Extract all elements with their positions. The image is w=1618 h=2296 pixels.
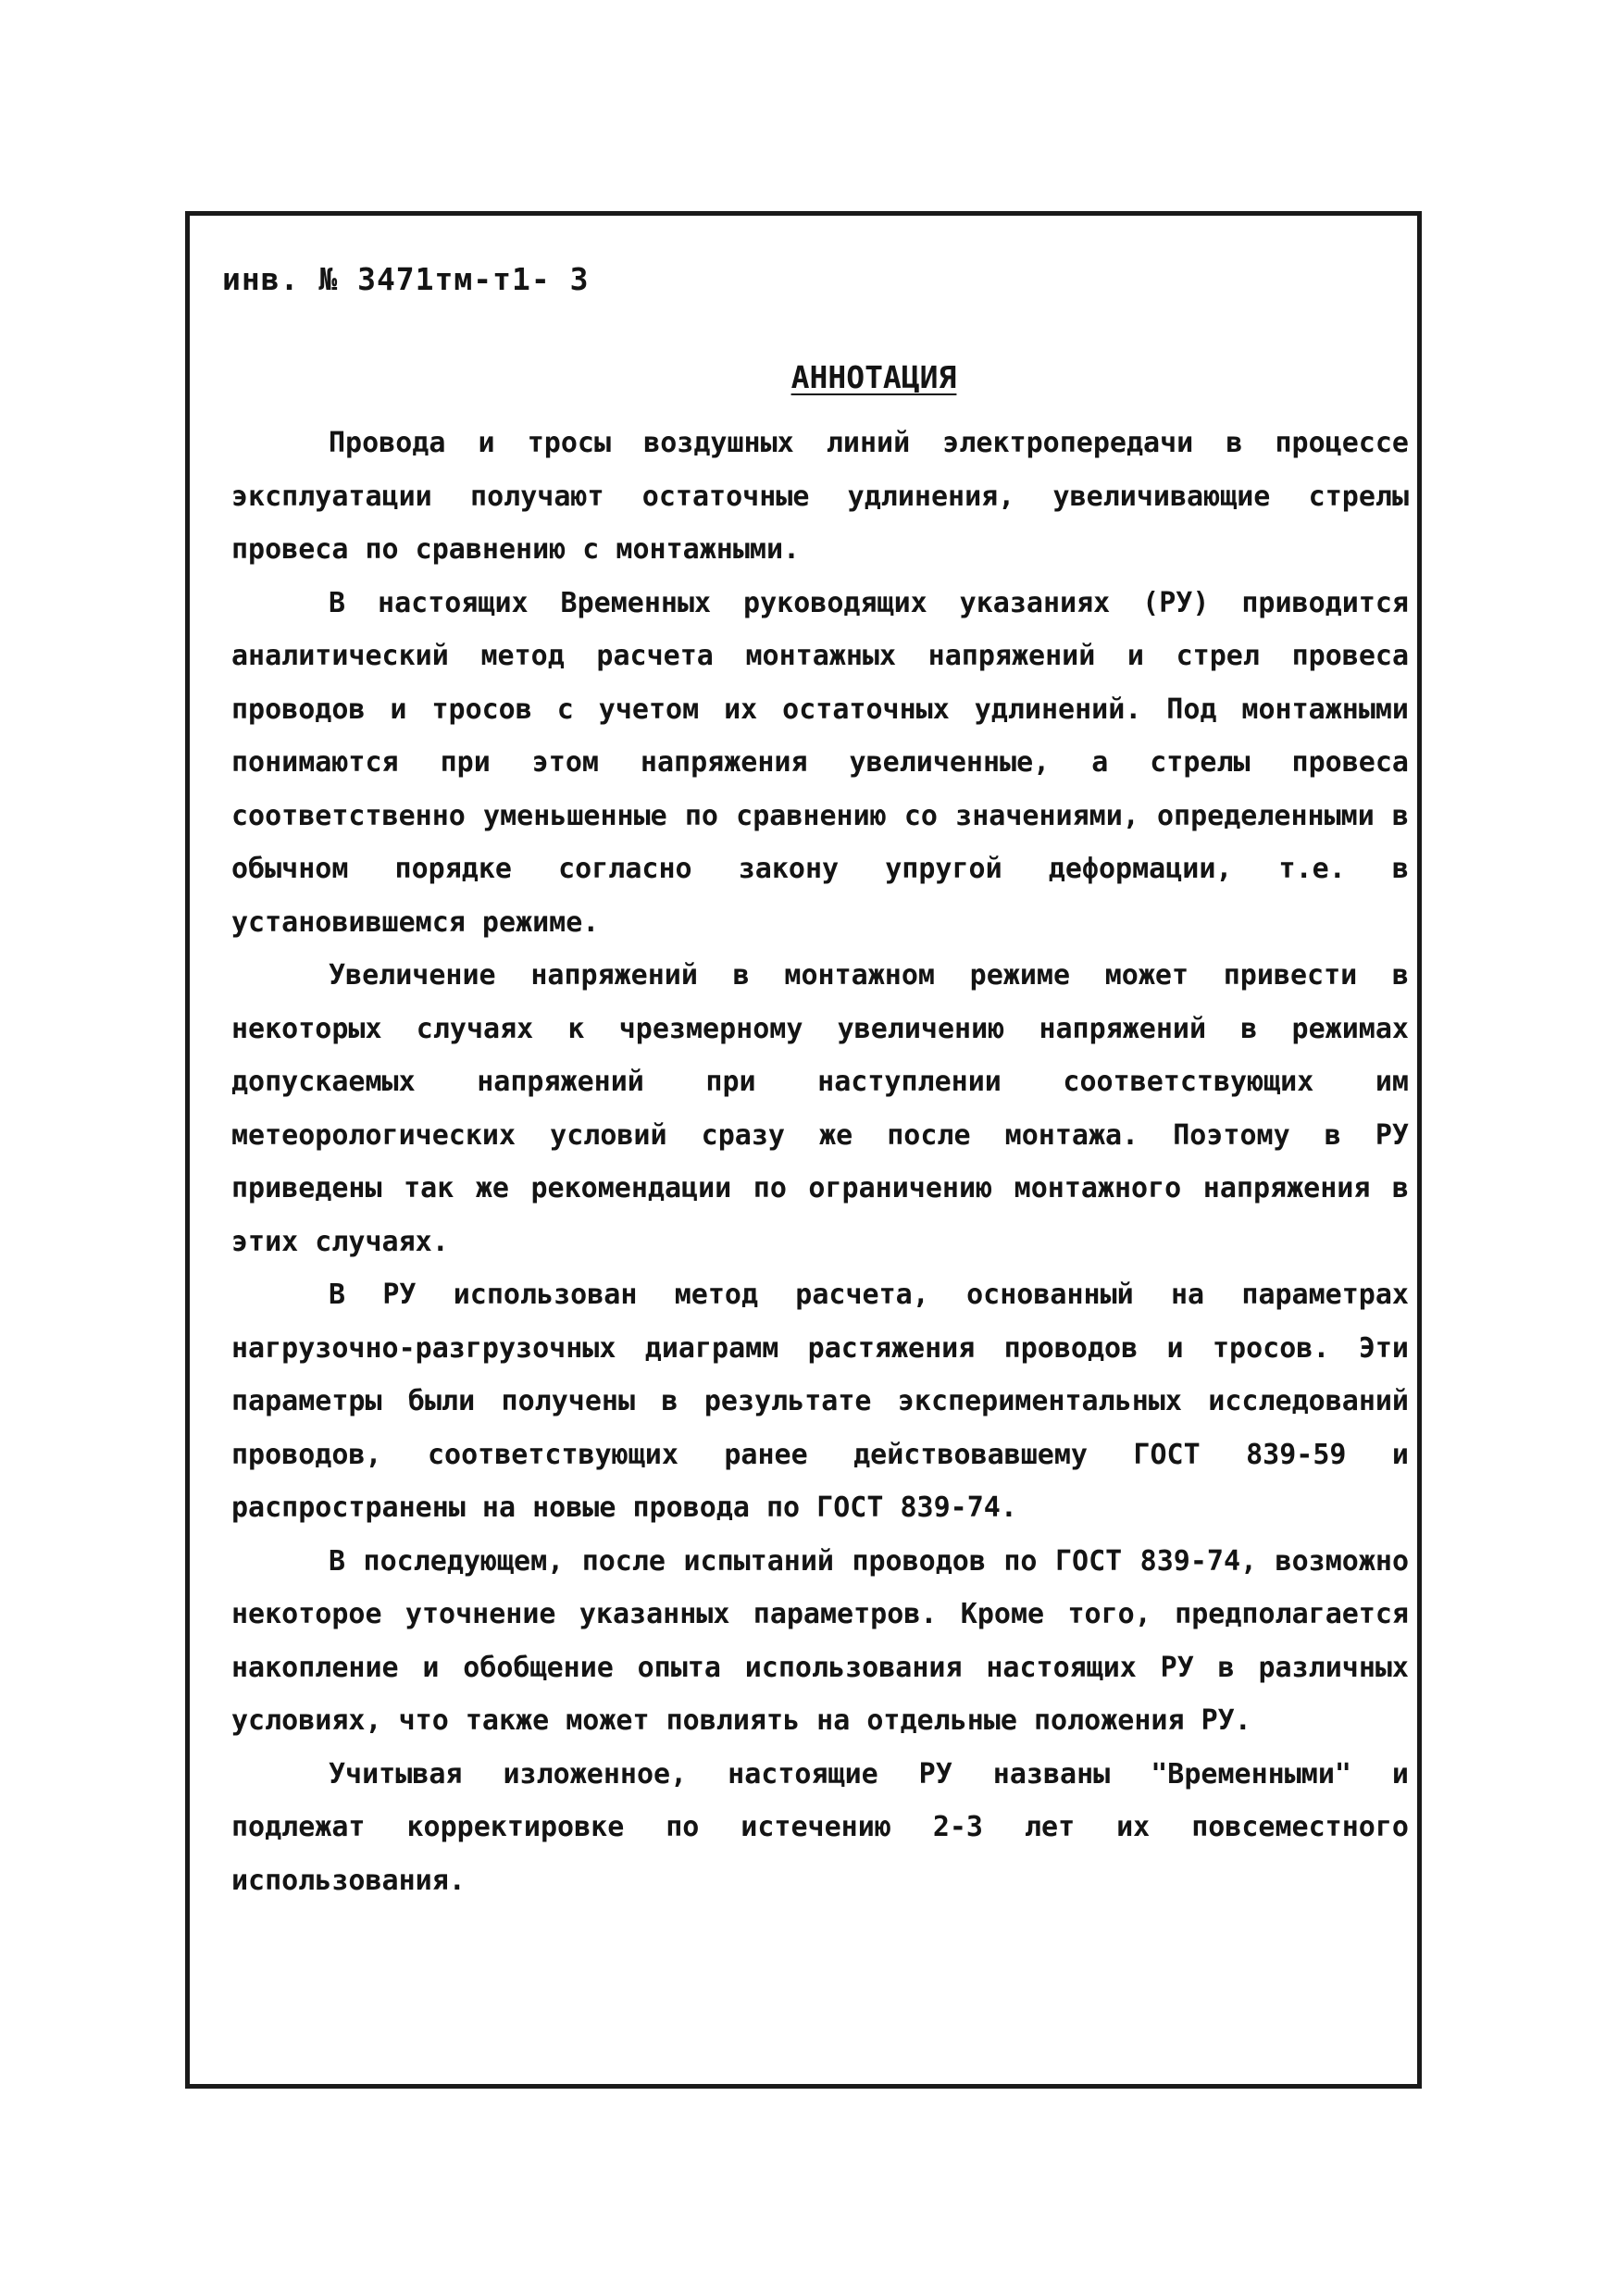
annotation-title: АННОТАЦИЯ (790, 359, 957, 395)
paragraph: Учитывая изложенное, настоящие РУ названы "Временными" и подлежат корректировке по истечению 2-3 лет их повсеместного использования. (231, 1757, 1409, 1897)
paragraph: В РУ использован метод расчета, основанный на параметрах нагрузочно-разгрузочных диаграмм растяжения проводов и тросов. Эти параметры были получены в результате экспериментальных исследований проводов, соответствующих ранее действовавшему ГОСТ 839-59 и распространены на новые провода по ГОСТ 839-74. (231, 1279, 1409, 1524)
paragraph: Провода и тросы воздушных линий электропередачи в процессе эксплуатации получают остаточные удлинения, увеличивающие стрелы провеса по сравнению с монтажными. (231, 427, 1409, 566)
paragraph: Увеличение напряжений в монтажном режиме может привести в некоторых случаях к чрезмерному увеличению напряжений в режимах допускаемых напряжений при наступлении соответствующих им метеорологических условий сразу же после монтажа. Поэтому в РУ приведены так же рекомендации по ограничению монтажного напряжения в этих случаях. (231, 959, 1409, 1258)
annotation-body (231, 417, 1409, 1907)
inventory-number: инв. № 3471тм-т1- 3 (222, 261, 590, 297)
paragraph: В настоящих Временных руководящих указаниях (РУ) приводится аналитический метод расчета монтажных напряжений и стрел провеса проводов и тросов с учетом их остаточных удлинений. Под монтажными понимаются при этом напряжения увеличенные, а стрелы провеса соответственно уменьшенные по сравнению со значениями, определенными в обычном порядке согласно закону упругой деформации, т.е. в установившемся режиме. (231, 586, 1409, 939)
paragraph: В последующем, после испытаний проводов по ГОСТ 839-74, возможно некоторое уточнение указанных параметров. Кроме того, предполагается накопление и обобщение опыта использования настоящих РУ в различных условиях, что также может повлиять на отдельные положения РУ. (231, 1544, 1409, 1737)
